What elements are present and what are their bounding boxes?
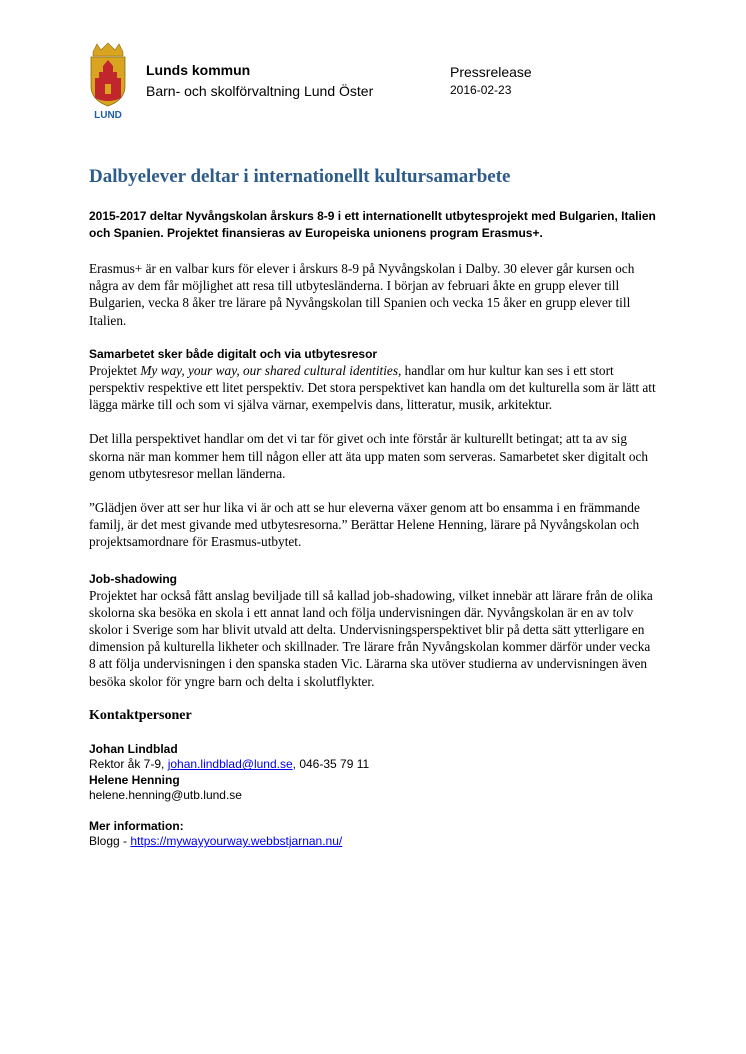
email-link-johan[interactable]: johan.lindblad@lund.se [167, 757, 293, 772]
lead-paragraph: 2015-2017 deltar Nyvångskolan årskurs 8-9 i ett internationellt utbytesprojekt med Bulgarien, Italien och Spanien. Projektet finansieras av Europeiska unionens program Erasmus+. [89, 209, 656, 240]
quote-paragraph: ”Glädjen över att ser hur lika vi är och att se hur eleverna växer genom att bo ensamma i en främmande familj, är det mest givande med utbytesresorna.” Berättar Helene Henning, lärare på Nyvångskolan och projektsamordnare för Erasmus-utbytet. [89, 500, 640, 550]
project-text-start: Projektet [89, 362, 141, 378]
organization-name: Lunds kommun [146, 62, 251, 78]
contact-name-helene: Helene Henning [89, 772, 180, 787]
job-shadowing-paragraph: Projektet har också fått anslag beviljade till så kallad job-shadowing, vilket innebär att lärare från de olika skolorna ska besöka en skola i ett annat land och följa undervisningen där. Nyvångskolan är en av tolv skolor i Sverige som har blivit utvald att delta. Undervisningsperspektivet blir på detta sätt ytterligare en dimension på kulturella likheter och skillnader. Tre lärare från Nyvångskolan kommer därför under vecka 8 att följa undervisningen i den spanska staden Vic. Lärarna ska utöver studierna av undervisningen även besöka skolor för yngre barn och delta i skolutflykter. [89, 587, 653, 689]
department-name: Barn- och skolförvaltning Lund Öster [146, 83, 374, 99]
section-heading-collaboration: Samarbetet sker både digitalt och via utbytesresor [89, 346, 378, 361]
lund-coat-of-arms-logo [85, 42, 131, 122]
contact-email-helene: helene.henning@utb.lund.se [89, 788, 242, 803]
contacts-heading: Kontaktpersoner [89, 707, 192, 723]
document-type: Pressrelease [450, 64, 532, 80]
blog-label: Blogg - [89, 834, 131, 849]
document-date: 2016-02-23 [450, 83, 512, 97]
contact-details-johan [89, 757, 659, 773]
article-body [89, 166, 659, 850]
more-info-heading: Mer information: [89, 818, 184, 833]
section-heading-job-shadowing: Job-shadowing [89, 571, 177, 586]
contact-role-johan: Rektor åk 7-9, [89, 757, 168, 772]
contact-name-johan: Johan Lindblad [89, 741, 178, 756]
project-paragraph [89, 362, 659, 414]
logo-text: LUND [94, 110, 122, 121]
blog-link[interactable]: https://mywayyourway.webbstjarnan.nu/ [130, 834, 343, 849]
crown-shape [93, 43, 123, 56]
page-title: Dalbyelever deltar i internationellt kultursamarbete [89, 166, 511, 187]
contact-phone-johan: , 046-35 79 11 [292, 757, 370, 772]
small-perspective-paragraph: Det lilla perspektivet handlar om det vi tar för givet och inte förstår är kulturellt betingat; att ta av sig skorna när man kommer hem till någon eller att äta upp maten som serveras. Samarbetet sker digitalt och genom utbytesresor mellan länderna. [89, 431, 649, 481]
blog-line [89, 834, 659, 850]
project-title-italic: My way, your way, our shared cultural identities, [140, 362, 402, 378]
intro-paragraph: Erasmus+ är en valbar kurs för elever i årskurs 8-9 på Nyvångskolan i Dalby. 30 elever går kursen och några av dem får möjlighet att resa till utbytesländerna. I början av februari åkte en grupp elever till Bulgarien, vecka 8 åker tre lärare på Nyvångskolan till Spanien och vecka 15 åker en grupp elever till Italien. [89, 261, 635, 328]
project-text-end: handlar om hur kultur kan ses i ett stort perspektiv respektive ett litet perspektiv. Det stora perspektivet kan handla om det kulturella som är lätt att lägga märke till och som vi själva värnar, exempelvis dans, litteratur, musik, arkitektur. [89, 362, 656, 413]
